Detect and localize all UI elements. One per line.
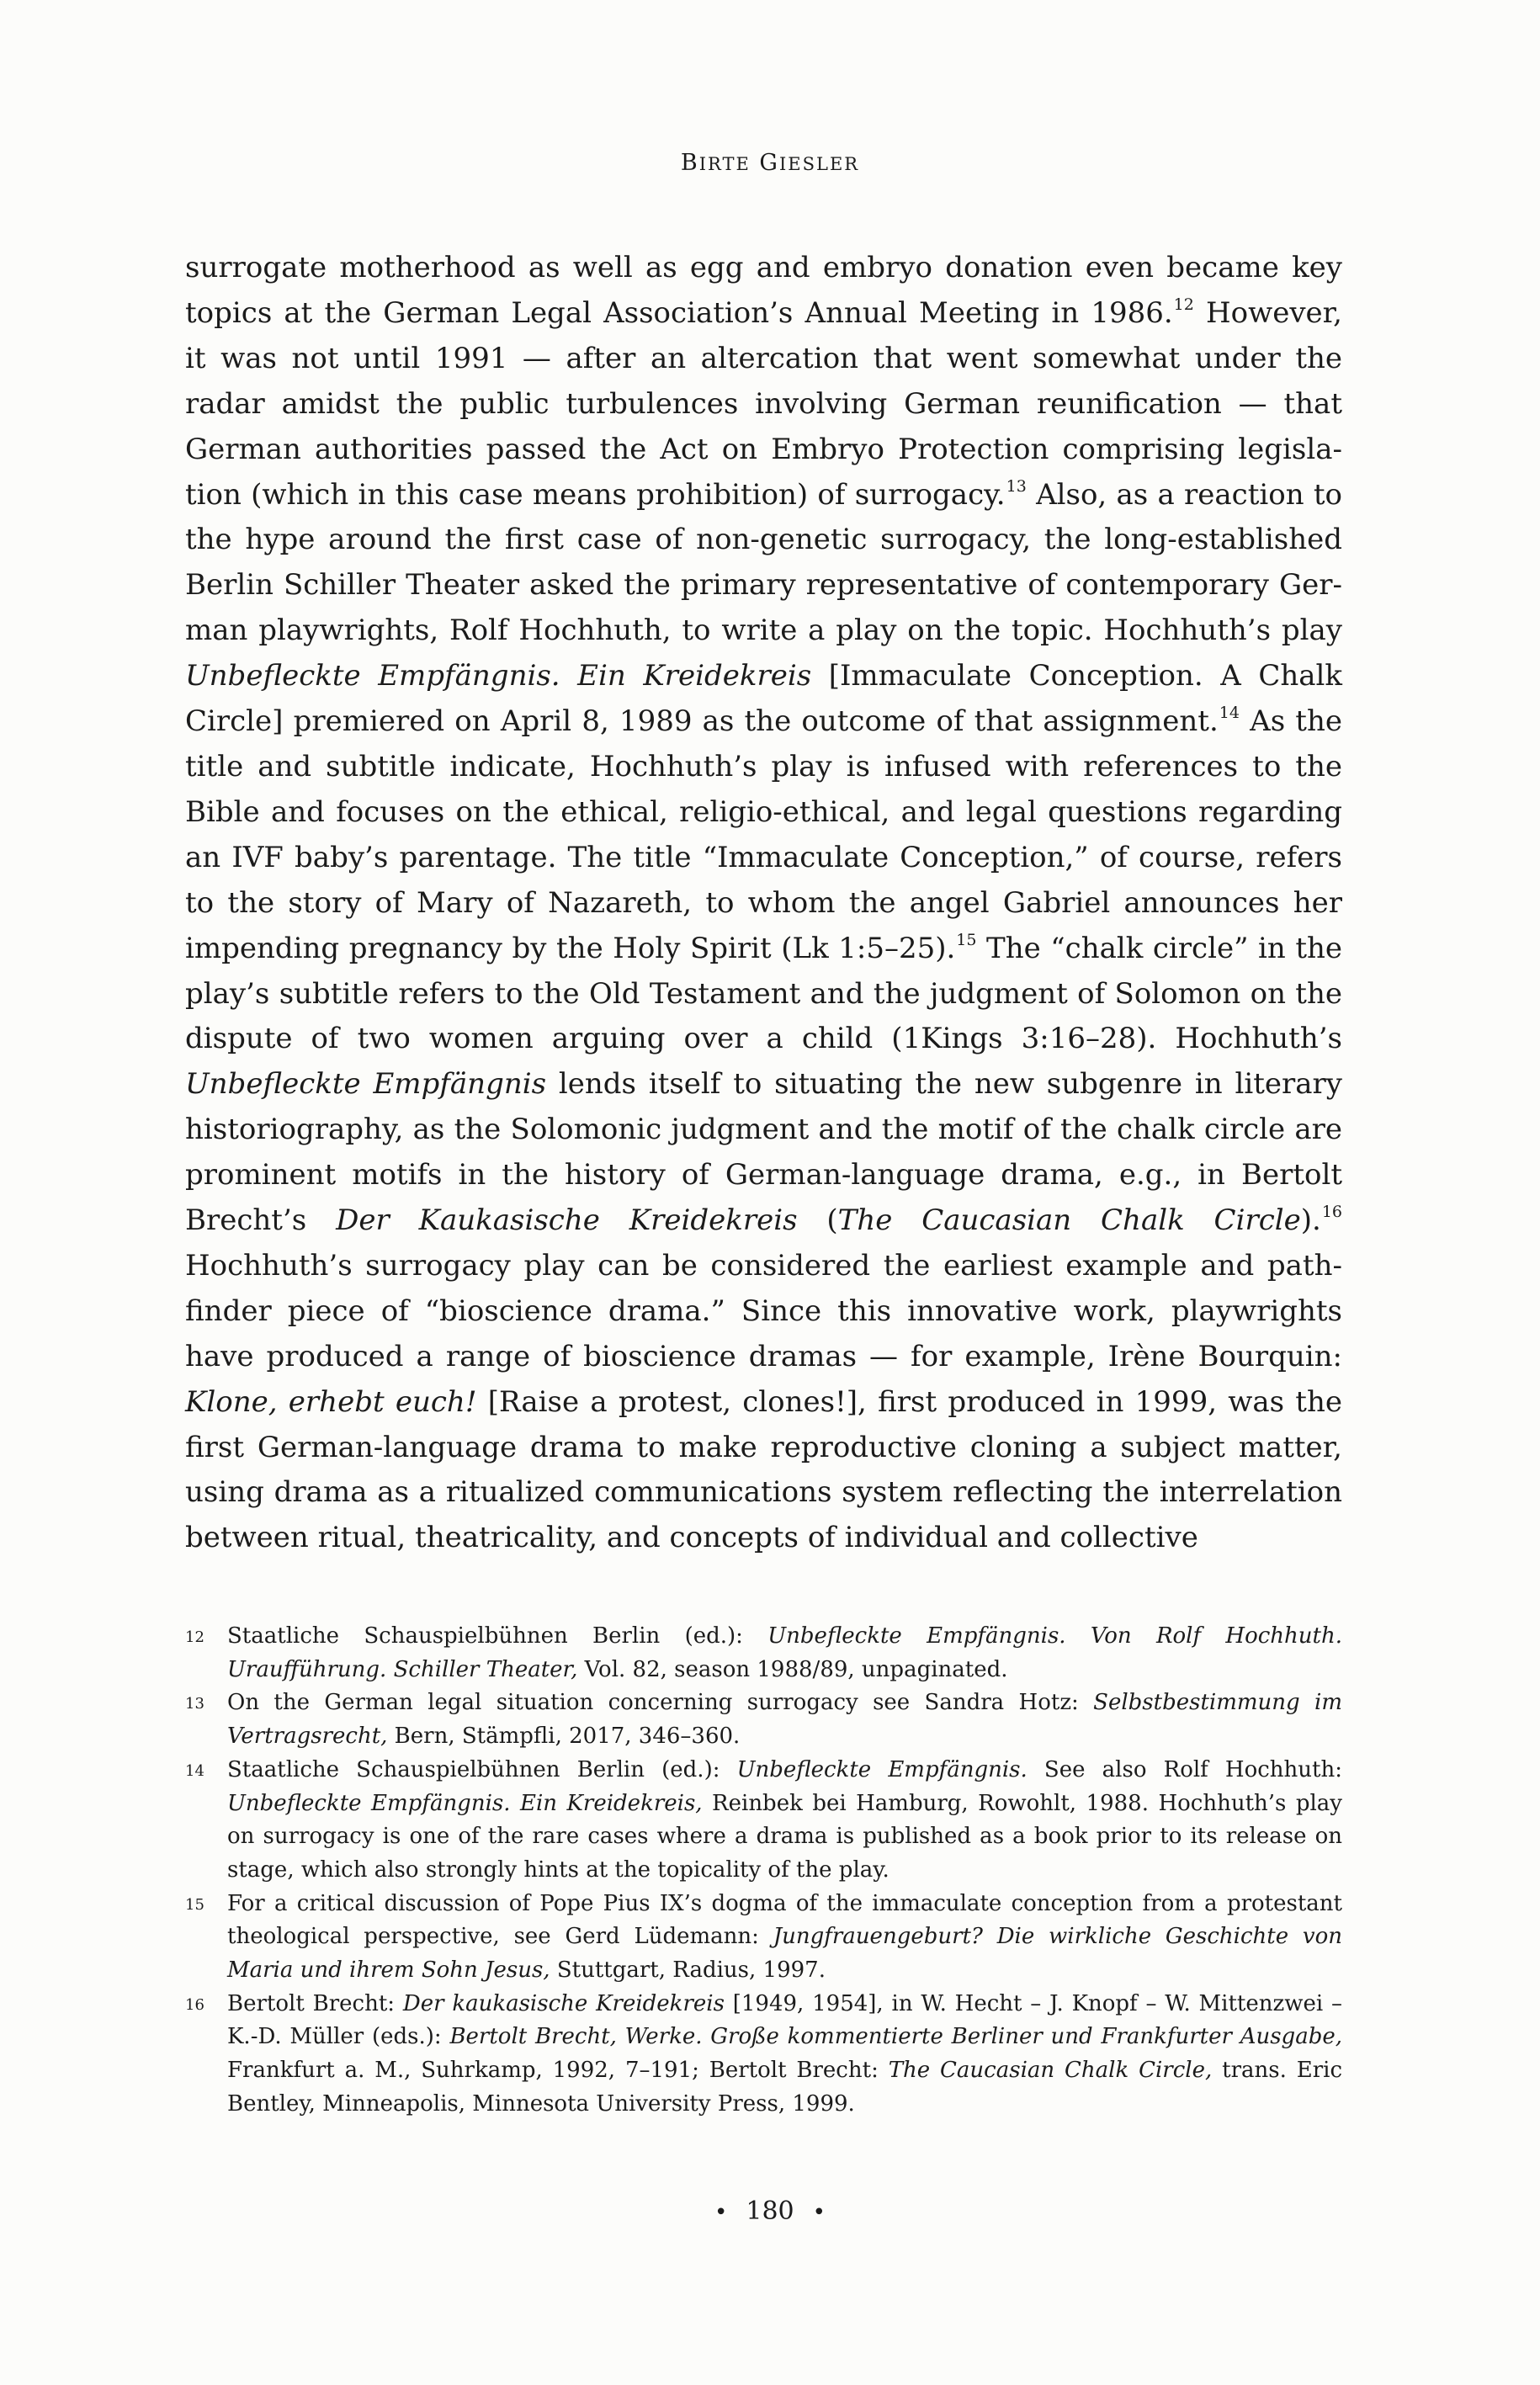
body-run: However, it was not until 1991 — after an altercation that went somewhat under the radar amidst the public turbulences involving German reunification — that German authorities passed the Act on Embryo Protection comprising legislation (which in this case means prohibition) of surrogacy.: [185, 295, 1342, 512]
footnote-run: See also Rolf Hochhuth:: [1027, 1756, 1342, 1782]
page-number: [0, 2196, 1540, 2226]
footnote-number: 14: [185, 1761, 204, 1780]
folio-dot-right: •: [812, 2200, 826, 2225]
footnote-run: For a critical discussion of Pope Pius IX’s dogma of the immaculate conception from a protestant theological perspective, see Gerd Lüdemann:: [227, 1890, 1342, 1950]
footnote-run: trans. Eric Bentley, Minneapolis, Minnesota University Press, 1999.: [227, 2058, 1343, 2117]
footnote-italic: Jungfrauengeburt? Die wirkliche Geschichte von Maria und ihrem Sohn Jesus,: [227, 1924, 1342, 1984]
body-run: (: [797, 1203, 838, 1238]
body-run: surrogate motherhood as well as egg and embryo donation even became key topics at the German Legal Association’s Annual Meeting in 1986.: [185, 251, 1342, 330]
footnote-run: [1949, 1954], in W. Hecht – J. Knopf – W. Mittenzwei – K.-D. Müller (eds.):: [227, 1990, 1342, 2050]
body-run: Also, as a reaction to the hype around the first case of non-genetic surrogacy, the long-established Berlin Schiller Theater asked the primary representative of contemporary German playwrights, Rolf Hochhuth, to write a play on the topic. Hochhuth’s play: [185, 477, 1342, 648]
footnote-italic: Unbefleckte Empfängnis. Von Rolf Hochhuth. Uraufführung. Schiller Theater,: [227, 1623, 1342, 1682]
footnote-run: Frankfurt a. M., Suhrkamp, 1992, 7–191; Bertolt Brecht:: [227, 2058, 889, 2084]
footnote-ref-13[interactable]: 13: [1006, 476, 1027, 496]
folio-dot-left: •: [714, 2200, 728, 2225]
footnote-italic: Unbefleckte Empfängnis.: [736, 1756, 1028, 1782]
italic-title: Unbefleckte Empfängnis: [185, 1067, 547, 1102]
body-run: As the title and subtitle indicate, Hochhuth’s play is infused with references to the Bible and focuses on the ethical, religio-ethical, and legal questions regarding an IVF baby’s parentage. The title “Immaculate Conception,” of course, refers to the story of Mary of Nazareth, to whom the angel Gabriel announces her impending pregnancy by the Holy Spirit (Lk 1:5–25).: [185, 704, 1342, 965]
footnote-ref-14[interactable]: 14: [1219, 704, 1240, 723]
footnote-number: 13: [185, 1695, 204, 1713]
footnote-run: Vol. 82, season 1988/89, unpaginated.: [577, 1656, 1008, 1682]
italic-title: The Caucasian Chalk Circle: [837, 1203, 1301, 1238]
italic-title: Unbefleckte Empfängnis. Ein Kreidekreis: [185, 659, 812, 693]
footnote-run: Reinbek bei Hamburg, Rowohlt, 1988. Hochhuth’s play on surrogacy is one of the rare cases where a drama is published as a book prior to its release on stage, which also strongly hints at the topicality of the play.: [227, 1790, 1342, 1883]
body-run: The “chalk circle” in the play’s subtitle refers to the Old Testament and the judgment of Solomon on the dispute of two women arguing over a child (1Kings 3:16–28). Hochhuth’s: [185, 931, 1342, 1056]
footnote-ref-16[interactable]: 16: [1321, 1203, 1342, 1222]
running-head-rest-1: IRTE: [698, 154, 751, 174]
footnote-italic: Unbefleckte Empfängnis. Ein Kreidekreis,: [227, 1790, 703, 1816]
footnote-15: [185, 1888, 1342, 1988]
footnote-italic: Der kaukasische Kreidekreis: [402, 1990, 725, 2016]
body-run: ).: [1300, 1203, 1321, 1238]
footnote-12: [185, 1620, 1342, 1686]
body-text: [185, 246, 1342, 1561]
running-head: [0, 150, 1540, 176]
footnote-italic: The Caucasian Chalk Circle,: [888, 2058, 1213, 2084]
footnote-13: [185, 1686, 1342, 1753]
footnote-run: Staatliche Schauspielbühnen Berlin (ed.):: [227, 1623, 768, 1649]
italic-title: Klone, erhebt euch!: [185, 1384, 477, 1419]
footnote-run: Stuttgart, Radius, 1997.: [550, 1957, 826, 1984]
footnote-run: On the German legal situation concerning surrogacy see Sandra Hotz:: [227, 1690, 1094, 1716]
footnote-run: Staatliche Schauspielbühnen Berlin (ed.):: [227, 1756, 737, 1782]
body-run: lends itself to situating the new subgenre in literary historiography, as the Solomonic judgment and the motif of the chalk circle are prominent motifs in the history of German-language drama, e.g., in Bertolt Brecht’s: [185, 1067, 1342, 1238]
footnote-run: Bertolt Brecht:: [227, 1990, 403, 2016]
body-run: [Immaculate Conception. A Chalk Circle] premiered on April 8, 1989 as the outcome of that assignment.: [185, 659, 1342, 739]
footnote-number: 12: [185, 1628, 204, 1646]
footnote-14: [185, 1754, 1342, 1888]
footnote-ref-12[interactable]: 12: [1173, 295, 1194, 314]
footnote-ref-15[interactable]: 15: [956, 930, 977, 949]
body-run: Hochhuth’s surrogacy play can be considered the earliest example and pathfinder piece of “bioscience drama.” Since this innovative work, playwrights have produced a range of bioscience dramas — for example, Irène Bourquin:: [185, 1248, 1342, 1373]
page-number-value: 180: [746, 2196, 794, 2226]
footnote-italic: Bertolt Brecht, Werke. Große kommentierte Berliner und Frankfurter Ausgabe,: [449, 2024, 1343, 2050]
running-head-rest-2: IESLER: [778, 154, 860, 174]
running-head-initial-1: B: [680, 150, 699, 176]
body-paragraph: [185, 246, 1342, 1561]
footnotes: [185, 1620, 1342, 2122]
running-head-initial-2: G: [759, 150, 779, 176]
italic-title: Der Kaukasische Kreidekreis: [336, 1203, 798, 1238]
footnote-number: 15: [185, 1895, 204, 1914]
footnote-16: [185, 1988, 1342, 2122]
footnote-run: Bern, Stämpfli, 2017, 346–360.: [387, 1724, 741, 1750]
body-run: [Raise a protest, clones!], first produced in 1999, was the first German-language drama to make reproductive cloning a subject matter, using drama as a ritualized communications system reflecting the interrelation between ritual, theatricality, and concepts of individual and collective: [185, 1384, 1342, 1555]
footnote-italic: Selbstbestimmung im Vertragsrecht,: [227, 1690, 1342, 1750]
footnote-number: 16: [185, 1995, 204, 2014]
